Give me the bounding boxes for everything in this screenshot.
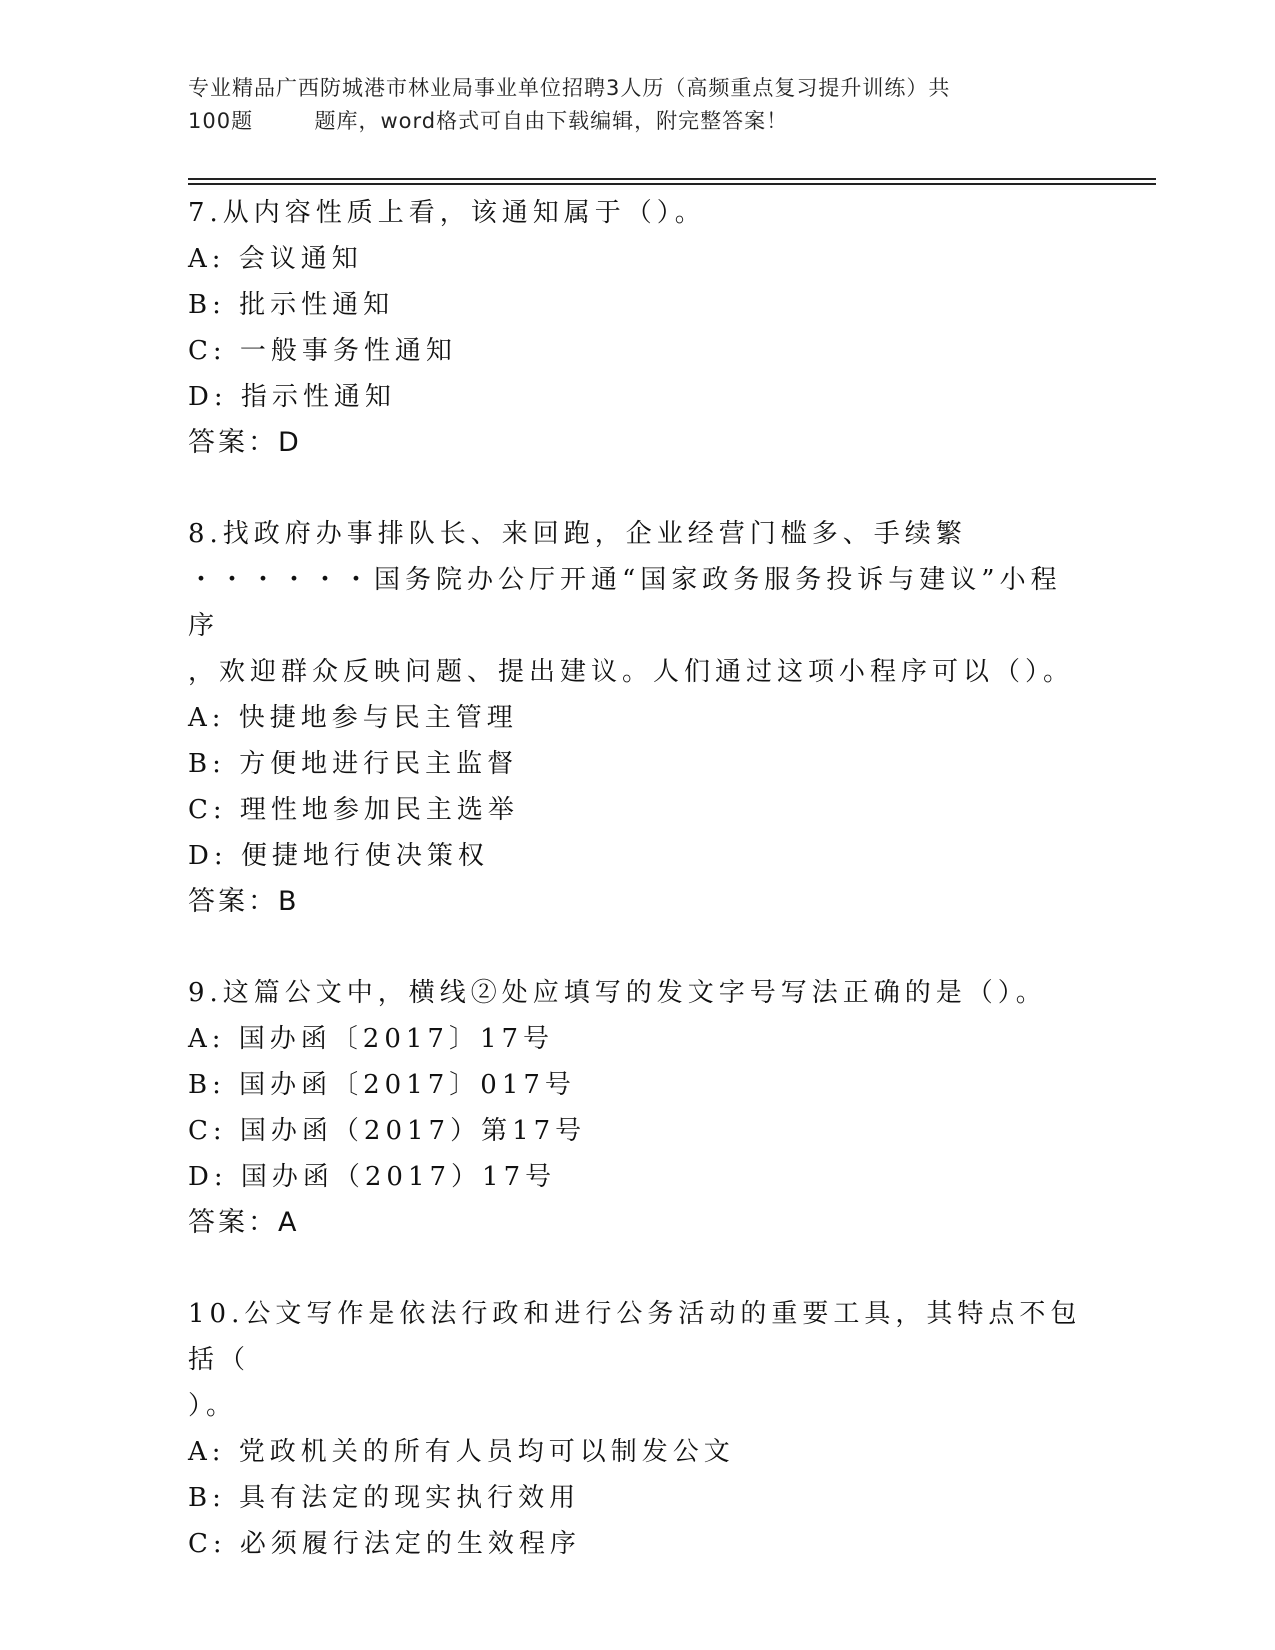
option-c: C: 国办函（2017）第17号 xyxy=(188,1116,587,1146)
option-d: D: 指示性通知 xyxy=(188,382,396,412)
question-block xyxy=(188,970,1088,1246)
header-line-1: 专业精品广西防城港市林业局事业单位招聘3人历（高频重点复习提升训练）共 xyxy=(188,76,951,100)
option-a: A: 国办函〔2017〕17号 xyxy=(188,1024,555,1054)
option-a: A: 党政机关的所有人员均可以制发公文 xyxy=(188,1437,735,1467)
option-c: C: 必须履行法定的生效程序 xyxy=(188,1529,581,1559)
header-divider-top xyxy=(188,178,1156,180)
option-d: D: 国办函（2017）17号 xyxy=(188,1162,557,1192)
option-c: C: 理性地参加民主选举 xyxy=(188,795,519,825)
option-b: B: 批示性通知 xyxy=(188,290,395,320)
option-b: B: 具有法定的现实执行效用 xyxy=(188,1483,581,1513)
answer-line: 答案：B xyxy=(188,886,300,917)
document-header xyxy=(188,72,1068,138)
option-a: A: 会议通知 xyxy=(188,244,363,274)
question-stem-continued: ，欢迎群众反映问题、提出建议。人们通过这项小程序可以（）。 xyxy=(188,657,1075,687)
option-d: D: 便捷地行使决策权 xyxy=(188,841,489,871)
question-list xyxy=(188,190,1088,1567)
option-b: B: 方便地进行民主监督 xyxy=(188,749,519,779)
question-stem-continued: ）。 xyxy=(188,1391,238,1421)
option-a: A: 快捷地参与民主管理 xyxy=(188,703,518,733)
question-stem: 9.这篇公文中，横线②处应填写的发文字号写法正确的是（）。 xyxy=(188,978,1047,1008)
option-c: C: 一般事务性通知 xyxy=(188,336,457,366)
question-block xyxy=(188,1291,1088,1567)
option-b: B: 国办函〔2017〕017号 xyxy=(188,1070,576,1100)
answer-line: 答案：A xyxy=(188,1207,300,1238)
question-stem: 8.找政府办事排队长、来回跑，企业经营门槛多、手续繁 xyxy=(188,519,967,549)
question-stem: 7.从内容性质上看，该通知属于（）。 xyxy=(188,198,706,228)
header-divider-bottom xyxy=(188,183,1156,185)
question-block xyxy=(188,511,1088,925)
header-line-2: 100题 题库，word格式可自由下载编辑，附完整答案！ xyxy=(188,109,789,133)
question-block xyxy=(188,190,1088,466)
question-stem: 10.公文写作是依法行政和进行公务活动的重要工具，其特点不包括（ xyxy=(188,1299,1082,1375)
answer-line: 答案：D xyxy=(188,427,302,458)
question-stem-continued: ・・・・・・国务院办公厅开通“国家政务服务投诉与建议”小程序 xyxy=(188,565,1062,641)
